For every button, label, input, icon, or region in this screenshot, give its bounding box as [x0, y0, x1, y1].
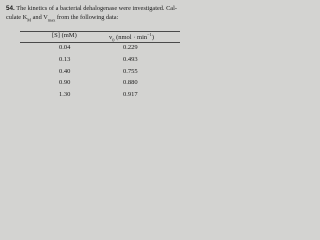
table-row [20, 67, 180, 79]
table-row [20, 90, 180, 102]
problem-text-suffix: from the following data: [55, 14, 119, 21]
header-v-subscript: 0 [112, 37, 115, 43]
header-substrate-concentration: [S] (mM) [52, 32, 77, 39]
problem-text-line-1: The kinetics of a bacterial dehalogenase were investigated. Cal- [16, 5, 177, 12]
header-v-close: ) [151, 34, 154, 42]
vmax-subscript: max [47, 17, 56, 23]
cell-substrate: 0.40 [59, 67, 71, 75]
header-v-superscript: −1 [147, 32, 152, 37]
km-subscript: M [27, 17, 32, 23]
problem-statement [6, 4, 196, 24]
cell-substrate: 1.30 [59, 91, 71, 99]
cell-velocity: 0.880 [123, 79, 138, 87]
cell-substrate: 0.13 [59, 55, 71, 63]
table-row [20, 78, 180, 90]
problem-line-1 [6, 4, 196, 13]
table-row [20, 43, 180, 55]
table-header-row [20, 32, 180, 42]
cell-substrate: 0.04 [59, 44, 71, 51]
problem-line-2 [6, 13, 196, 24]
cell-substrate: 0.90 [59, 79, 71, 87]
cell-velocity: 0.917 [123, 91, 138, 99]
cell-velocity: 0.493 [123, 55, 138, 63]
kinetics-data-table [20, 31, 180, 102]
header-initial-velocity [109, 32, 154, 42]
problem-text-prefix: culate K [6, 14, 28, 21]
table-row [20, 55, 180, 67]
problem-text-mid: and V [31, 14, 48, 21]
header-v-prefix: v [109, 34, 113, 42]
header-v-unit: (nmol · min [114, 34, 148, 42]
cell-velocity: 0.755 [123, 67, 138, 75]
cell-velocity: 0.229 [123, 44, 138, 51]
problem-number: 54. [6, 5, 15, 12]
